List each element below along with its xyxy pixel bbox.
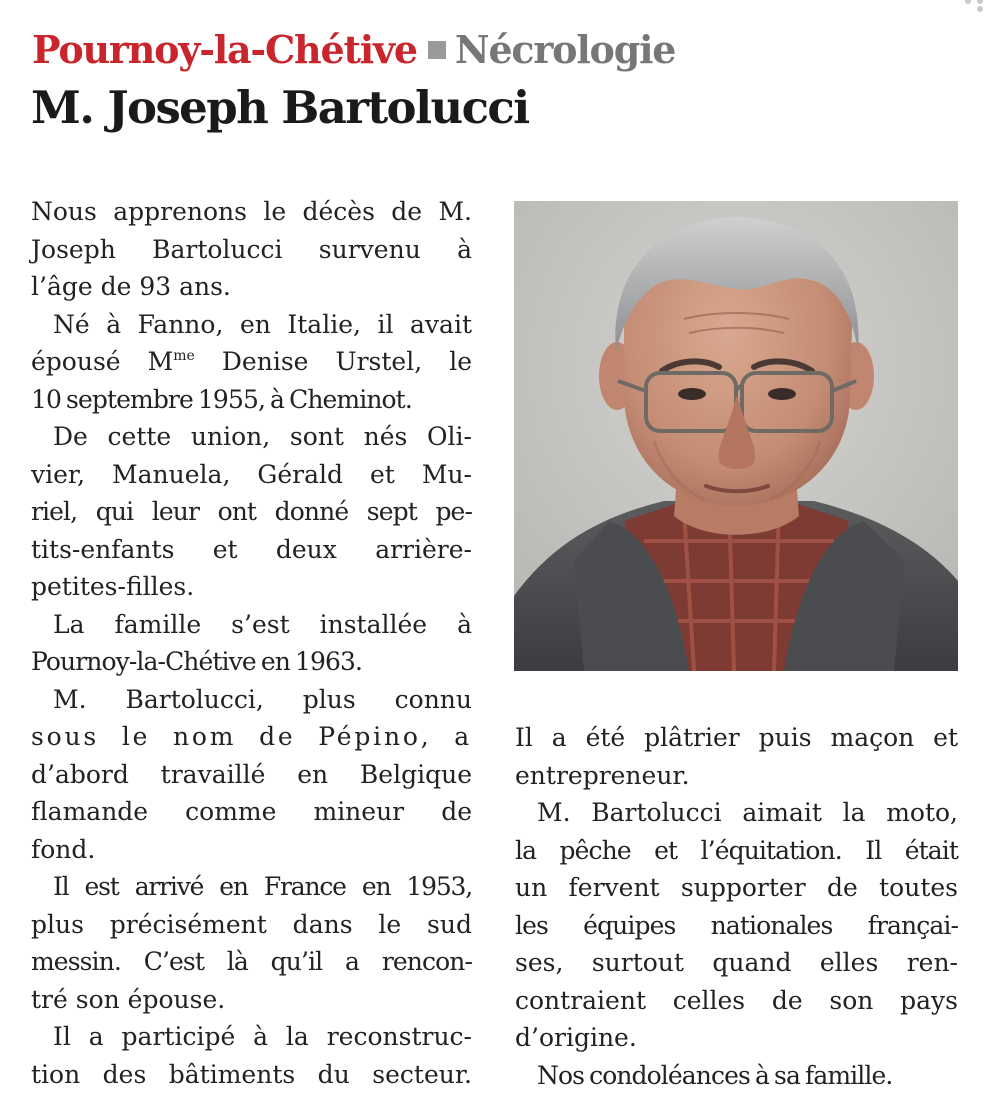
portrait-illustration xyxy=(514,201,958,671)
paragraph-nickname xyxy=(31,681,472,869)
text-line: 10 septembre 1955, à Cheminot. xyxy=(31,384,412,414)
text-line: contraient celles de son pays xyxy=(515,985,958,1015)
paragraph-condolences xyxy=(515,1057,958,1095)
text-fragment: épousé M xyxy=(31,347,174,376)
text-line: De cette union, sont nés Oli- xyxy=(53,422,472,451)
article-column-left xyxy=(31,193,472,1093)
text-line: tits-enfants et deux arrière- xyxy=(31,534,472,564)
text-line: l’âge de 93 ans. xyxy=(31,272,231,301)
square-bullet-icon xyxy=(428,41,446,59)
paragraph-hobbies xyxy=(515,794,958,1057)
text-line xyxy=(31,343,472,381)
text-line: Il est arrivé en France en 1953, xyxy=(53,872,472,901)
text-line: Il a participé à la reconstruc- xyxy=(53,1022,472,1051)
text-line: Joseph Bartolucci survenu à xyxy=(31,234,472,264)
text-line: tré son épouse. xyxy=(31,984,226,1014)
paragraph-reconstruction xyxy=(31,1018,472,1093)
text-line: La famille s’est installée à xyxy=(53,609,472,639)
text-line: d’origine. xyxy=(515,1023,637,1052)
text-line: messin. C’est là qu’il a rencon- xyxy=(31,947,472,976)
kicker xyxy=(32,24,675,76)
kicker-rubric: Nécrologie xyxy=(454,27,676,72)
text-line: riel, qui leur ont donné sept pe- xyxy=(31,497,472,526)
text-line: les équipes nationales françai- xyxy=(515,910,958,940)
kicker-location: Pournoy-la-Chétive xyxy=(32,27,417,72)
text-line: vier, Manuela, Gérald et Mu- xyxy=(31,459,472,489)
paragraph-marriage xyxy=(31,306,472,419)
paragraph-announcement xyxy=(31,193,472,306)
text-line: fond. xyxy=(31,834,96,864)
text-line: un fervent supporter de toutes xyxy=(515,873,958,902)
text-line: Nos condoléances à sa famille. xyxy=(537,1060,893,1090)
paragraph-children xyxy=(31,418,472,606)
text-line: la pêche et l’équitation. Il était xyxy=(515,835,958,865)
text-line: plus précisément dans le sud xyxy=(31,909,472,939)
superscript: me xyxy=(173,348,195,364)
text-line: sous le nom de Pépino, a xyxy=(31,722,472,751)
text-line: flamande comme mineur de xyxy=(31,797,472,826)
text-line: Né à Fanno, en Italie, il avait xyxy=(53,309,472,339)
text-line: Pournoy-la-Chétive en 1963. xyxy=(31,647,363,676)
text-fragment: Denise Urstel, le xyxy=(194,347,472,376)
text-line: Nous apprenons le décès de M. xyxy=(31,197,472,226)
text-line: M. Bartolucci aimait la moto, xyxy=(537,798,958,827)
article-column-right xyxy=(515,719,958,1094)
paragraph-settlement xyxy=(31,606,472,681)
corner-dots-icon xyxy=(965,0,987,12)
portrait-photo xyxy=(514,201,958,671)
text-line: entrepreneur. xyxy=(515,760,690,790)
text-line: ses, surtout quand elles ren- xyxy=(515,948,958,977)
text-line: d’abord travaillé en Belgique xyxy=(31,759,472,789)
text-line: petites-filles. xyxy=(31,572,195,601)
paragraph-arrival xyxy=(31,868,472,1018)
text-line: Il a été plâtrier puis maçon et xyxy=(515,723,958,752)
headline: M. Joseph Bartolucci xyxy=(31,81,529,134)
text-line: M. Bartolucci, plus connu xyxy=(53,684,472,714)
paragraph-profession xyxy=(515,719,958,794)
text-line: tion des bâtiments du secteur. xyxy=(31,1059,472,1089)
